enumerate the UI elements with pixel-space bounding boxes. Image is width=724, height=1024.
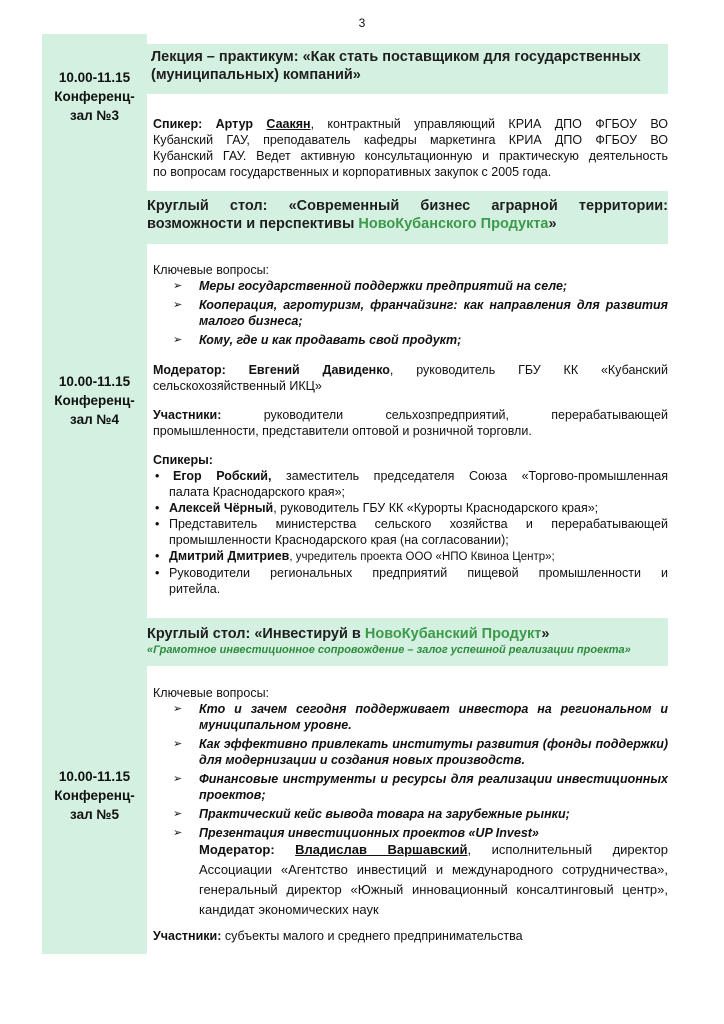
- bullet-icon: •: [155, 517, 160, 531]
- session-time-label: [42, 767, 147, 824]
- moderator-block: [153, 840, 668, 920]
- speaker-description: , контрактный управляющий КРИА ДПО ФГБОУ ВО: [310, 117, 668, 131]
- hall-name: зал №5: [70, 807, 119, 822]
- arrow-bullet-icon: ➢: [173, 280, 183, 292]
- question-list: [153, 701, 668, 841]
- participants-text: промышленности, представители оптовой и розничной торговли.: [153, 424, 532, 438]
- session-time: 10.00-11.15: [58, 70, 131, 85]
- moderator-name: Владислав Варшавский: [295, 842, 468, 857]
- list-item: ➢ Кооперация, агротуризм, франчайзинг: как направления для развития малого бизнеса;: [173, 298, 668, 328]
- arrow-bullet-icon: ➢: [173, 738, 183, 750]
- session-time-label: [42, 372, 147, 429]
- list-item: ➢ Кому, где и как продавать свой продукт;: [173, 333, 462, 347]
- arrow-bullet-icon: ➢: [173, 334, 183, 346]
- hall-name: Конференц-: [54, 89, 135, 104]
- moderator-description: , исполнительный директор: [467, 842, 668, 857]
- bullet-icon: •: [155, 469, 160, 483]
- question-list: [153, 278, 668, 348]
- page-number: 3: [358, 16, 366, 30]
- hall-name: зал №4: [70, 412, 119, 427]
- moderator-description: , руководитель ГБУ КК «Кубанский: [389, 363, 668, 377]
- speaker-name: Саакян: [266, 117, 311, 131]
- list-item: ➢ Практический кейс вывода товара на зарубежные рынки;: [173, 807, 570, 821]
- session-time: 10.00-11.15: [58, 769, 131, 784]
- moderator-label: Модератор:: [153, 363, 226, 377]
- arrow-bullet-icon: ➢: [173, 703, 183, 715]
- session-title: Лекция – практикум: «Как стать поставщиком для государственных (муниципальных) компаний»: [151, 49, 641, 83]
- list-item: ➢ Кто и зачем сегодня поддерживает инвестора на региональном и муниципальном уровне.: [173, 702, 668, 732]
- speaker-name: Егор Робский,: [173, 469, 272, 483]
- session-time: 10.00-11.15: [58, 374, 131, 389]
- moderator-name: Евгений Давиденко: [248, 363, 390, 377]
- session-title: Круглый стол: «Современный бизнес аграрной территории: возможности и перспективы НовоКубанского Продукта»: [147, 198, 668, 232]
- arrow-bullet-icon: ➢: [173, 773, 183, 785]
- moderator-description: Ассоциации «Агентство инвестиций и международного сотрудничества»,: [199, 862, 668, 877]
- session-header: [147, 618, 668, 666]
- participants-label: Участники:: [153, 408, 222, 422]
- speakers-list: [153, 468, 668, 597]
- hall-name: зал №3: [70, 108, 119, 123]
- bullet-icon: •: [155, 566, 160, 580]
- hall-name: Конференц-: [54, 788, 135, 803]
- speaker-description: Кубанский ГАУ, преподаватель кафедры маркетинга КРИА ДПО ФГБОУ ВО: [153, 133, 668, 147]
- speaker-description: Кубанский ГАУ. Ведет активную консультационную и практическую деятельность: [153, 149, 668, 163]
- moderator-description: генеральный директор «Южный инновационный консалтинговый центр»,: [199, 882, 668, 897]
- bullet-icon: •: [155, 549, 160, 563]
- session-time-label: [42, 68, 147, 125]
- list-item: • Егор Робский, заместитель председателя Союза «Торгово-промышленная палата Краснодарского края»;: [155, 469, 669, 499]
- moderator-description: сельскохозяйственный ИКЦ»: [153, 379, 322, 393]
- list-item: • Представитель министерства сельского хозяйства и перерабатывающей промышленности Краснодарского края (на согласовании);: [155, 517, 668, 547]
- list-item: • Руководители региональных предприятий пищевой промышленности и ритейла.: [155, 566, 668, 596]
- arrow-bullet-icon: ➢: [173, 827, 183, 839]
- arrow-bullet-icon: ➢: [173, 808, 183, 820]
- participants-text: руководители сельхозпредприятий, перерабатывающей: [263, 408, 668, 422]
- session-title: Круглый стол: «Инвестируй в НовоКубанский Продукт»: [147, 626, 550, 642]
- list-item: ➢ Финансовые инструменты и ресурсы для реализации инвестиционных проектов;: [173, 772, 668, 802]
- speakers-label: Спикеры:: [153, 453, 213, 467]
- moderator-label: Модератор:: [199, 842, 275, 857]
- session-header: [147, 191, 668, 244]
- key-questions-label: Ключевые вопросы:: [153, 263, 270, 277]
- session-header: [147, 44, 668, 94]
- participants-block: [153, 928, 668, 944]
- key-questions-block: [153, 262, 668, 348]
- list-item: ➢ Меры государственной поддержки предприятий на селе;: [173, 279, 568, 293]
- arrow-bullet-icon: ➢: [173, 299, 183, 311]
- speaker-block: [153, 116, 668, 180]
- participants-label: Участники:: [153, 929, 222, 943]
- speaker-name: Артур: [215, 117, 254, 131]
- list-item: • Дмитрий Дмитриев, учредитель проекта ООО «НПО Квиноа Центр»;: [155, 549, 555, 563]
- bullet-icon: •: [155, 501, 160, 515]
- speaker-label: Спикер:: [153, 117, 203, 131]
- speaker-description: по вопросам государственных и корпоративных закупок с 2005 года.: [153, 165, 552, 179]
- list-item: ➢ Как эффективно привлекать институты развития (фонды поддержки) для модернизации и создания новых производств.: [173, 737, 668, 767]
- key-questions-block: [153, 685, 668, 841]
- speaker-name: Алексей Чёрный: [169, 501, 274, 515]
- list-item: ➢ Презентация инвестиционных проектов «UP Invest»: [173, 826, 539, 840]
- speakers-block: [153, 452, 668, 597]
- moderator-description: кандидат экономических наук: [199, 902, 379, 917]
- list-item: • Алексей Чёрный, руководитель ГБУ КК «Курорты Краснодарского края»;: [155, 501, 599, 515]
- hall-name: Конференц-: [54, 393, 135, 408]
- key-questions-label: Ключевые вопросы:: [153, 686, 270, 700]
- session-subtitle: «Грамотное инвестиционное сопровождение – залог успешной реализации проекта»: [147, 644, 631, 656]
- participants-text: субъекты малого и среднего предпринимательства: [221, 929, 523, 943]
- moderator-block: [153, 362, 668, 394]
- speaker-name: Дмитрий Дмитриев: [169, 549, 290, 563]
- participants-block: [153, 407, 668, 439]
